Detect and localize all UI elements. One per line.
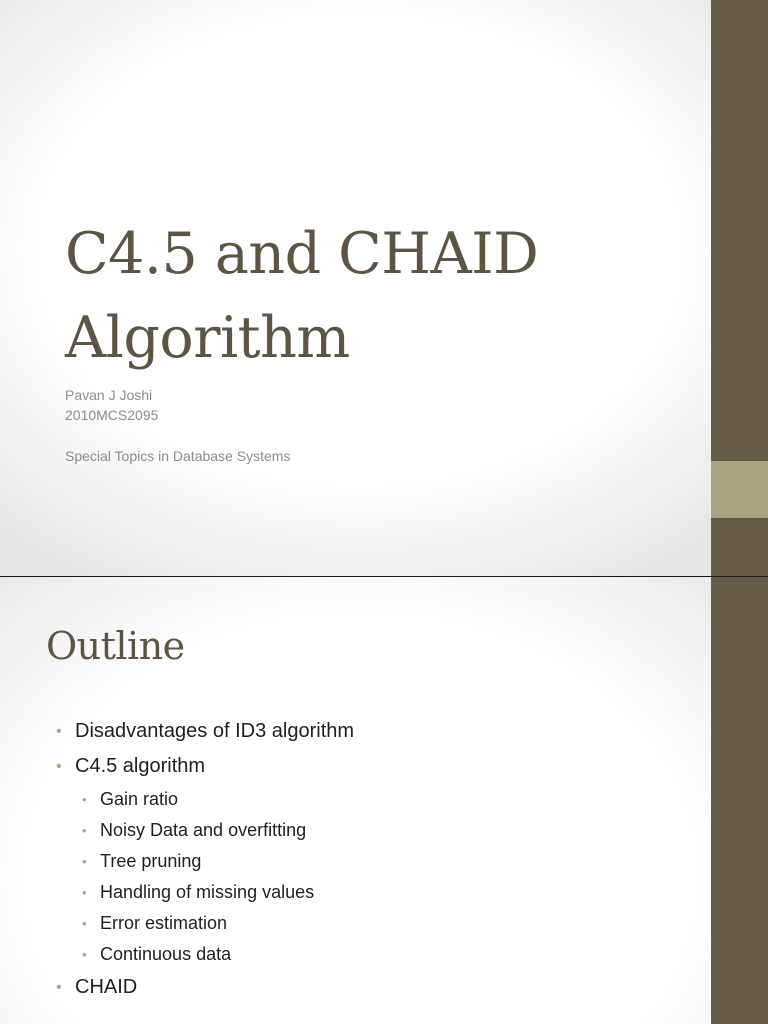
bullet-icon: • (82, 947, 87, 962)
list-item (56, 939, 354, 970)
title-line-2: Algorithm (65, 305, 350, 371)
list-item-text: Tree pruning (100, 851, 202, 871)
list-item-text: Continuous data (100, 944, 232, 964)
list-item-text: Handling of missing values (100, 882, 315, 902)
list-item-text: Gain ratio (100, 789, 179, 809)
list-item-text: C4.5 algorithm (75, 755, 206, 777)
list-item (56, 815, 354, 846)
sidebar-accent-bar (711, 577, 768, 1024)
list-item-text: Error estimation (100, 913, 228, 933)
list-item-text: Noisy Data and overfitting (100, 820, 307, 840)
bullet-icon: • (82, 885, 87, 900)
bullet-icon: • (82, 854, 87, 869)
sidebar-accent-block (711, 461, 768, 518)
bullet-list (56, 714, 354, 1005)
bullet-icon: • (56, 723, 62, 740)
course-name: Special Topics in Database Systems (65, 448, 291, 464)
list-item (56, 970, 354, 1005)
bullet-icon: • (56, 979, 62, 996)
list-item (56, 908, 354, 939)
presentation-title (65, 212, 685, 380)
list-item (56, 784, 354, 815)
subtitle-block (65, 385, 290, 466)
title-line-1: C4.5 and CHAID (65, 221, 539, 287)
list-item (56, 846, 354, 877)
list-item-text: CHAID (75, 976, 138, 998)
slide-title: Outline (46, 624, 185, 668)
bullet-icon: • (56, 758, 62, 775)
list-item-text: Disadvantages of ID3 algorithm (75, 720, 355, 742)
list-item (56, 714, 354, 749)
bullet-icon: • (82, 823, 87, 838)
bullet-icon: • (82, 916, 87, 931)
roll-number: 2010MCS2095 (65, 407, 159, 423)
list-item (56, 877, 354, 908)
author-name: Pavan J Joshi (65, 387, 153, 403)
outline-slide (0, 577, 768, 1024)
bullet-icon: • (82, 792, 87, 807)
list-item (56, 749, 354, 784)
